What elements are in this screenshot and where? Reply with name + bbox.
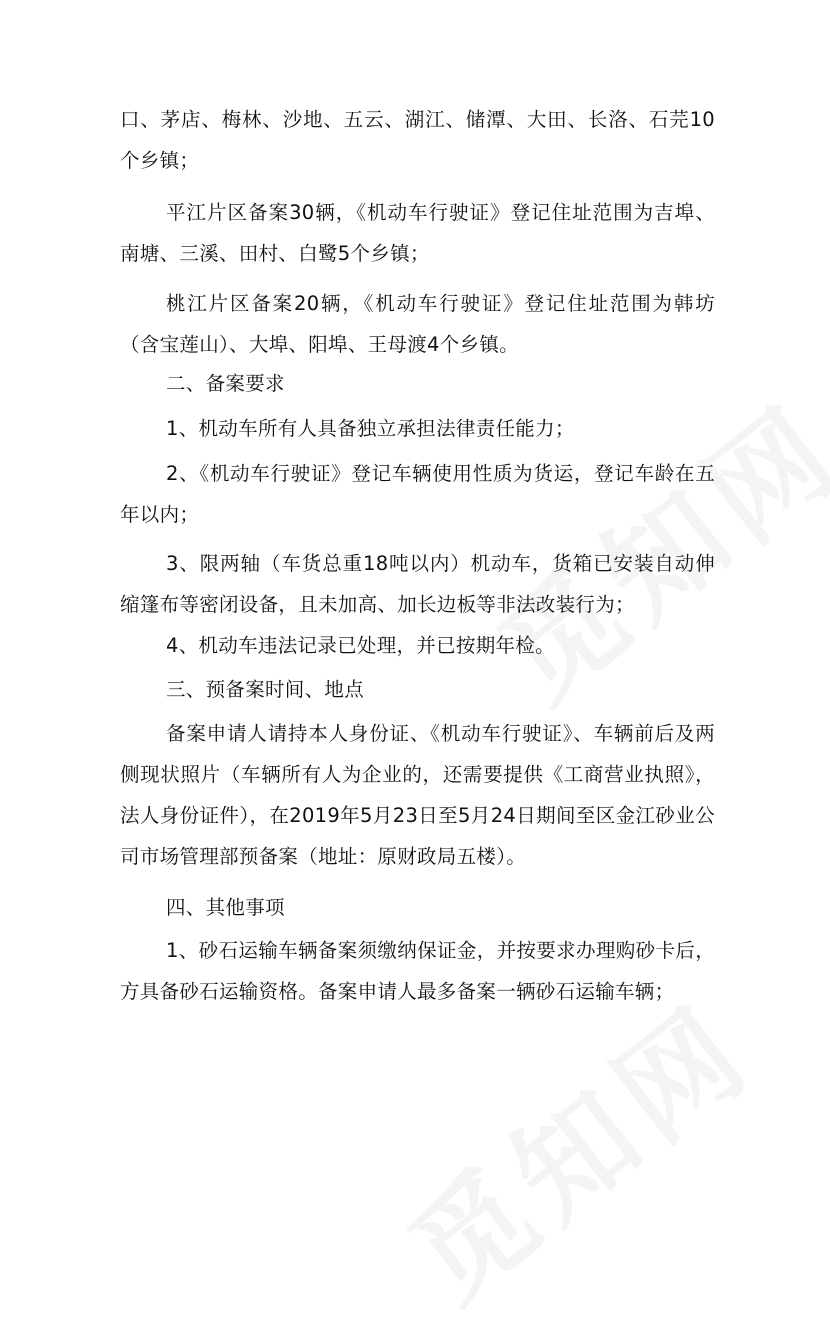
section-heading-time-location: 三、预备案时间、地点 (166, 678, 365, 701)
paragraph-taojiang-district: 桃江片区备案20辆，《机动车行驶证》登记住址范围为韩坊（含宝莲山）、大埠、阳埠、王母渡4个乡镇。 (120, 292, 715, 356)
watermark (369, 958, 781, 1332)
paragraph-township-list-continued: 口、茅店、梅林、沙地、五云、湖江、储潭、大田、长洛、石芫10个乡镇； (120, 108, 715, 172)
requirement-item-3: 3、限两轴（车货总重18吨以内）机动车，货箱已安装自动伸缩篷布等密闭设备，且未加高、加长边板等非法改装行为； (120, 552, 715, 616)
requirement-item-2: 2、《机动车行驶证》登记车辆使用性质为货运，登记车龄在五年以内； (120, 462, 715, 526)
section-heading-requirements: 二、备案要求 (166, 372, 285, 395)
paragraph-pingjiang-district: 平江片区备案30辆，《机动车行驶证》登记住址范围为吉埠、南塘、三溪、田村、白鹭5个乡镇； (120, 201, 715, 265)
requirement-item-1: 1、机动车所有人具备独立承担法律责任能力； (166, 417, 575, 440)
section-heading-other-matters: 四、其他事项 (166, 896, 285, 919)
other-matters-item-1: 1、砂石运输车辆备案须缴纳保证金，并按要求办理购砂卡后，方具备砂石运输资格。备案申请人最多备案一辆砂石运输车辆； (120, 939, 715, 1003)
paragraph-filing-instructions: 备案申请人请持本人身份证、《机动车行驶证》、车辆前后及两侧现状照片（车辆所有人为企业的，还需要提供《工商营业执照》，法人身份证件），在2019年5月23日至5月24日期间至区金江砂业公司市场管理部预备案（地址：原财政局五楼）。 (120, 722, 715, 868)
requirement-item-4: 4、机动车违法记录已处理，并已按期年检。 (166, 634, 555, 657)
